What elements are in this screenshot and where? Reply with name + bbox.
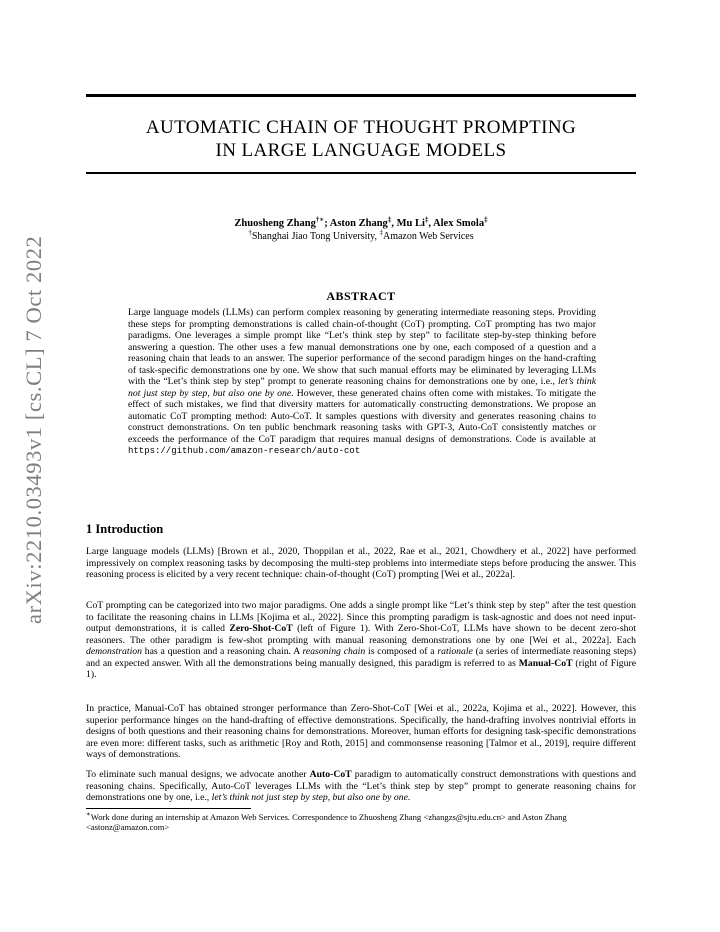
footnote-rule bbox=[86, 808, 251, 809]
paragraph-text: is composed of a bbox=[365, 646, 438, 657]
author-marks: ‡ bbox=[484, 215, 488, 224]
title-bottom-rule bbox=[86, 172, 636, 174]
italic-phrase: let’s think not just step by step, but also one by one bbox=[211, 792, 408, 803]
term-auto-cot: Auto-CoT bbox=[309, 769, 352, 780]
paper-title-line-2: IN LARGE LANGUAGE MODELS bbox=[215, 140, 507, 161]
author-list bbox=[86, 215, 636, 229]
term-manual-cot: Manual-CoT bbox=[518, 657, 573, 669]
footnote bbox=[86, 812, 636, 832]
paragraph-text: CoT prompting can be categorized into two major paradigms. One adds a single prompt like “Let’s think step by step” after the test question to facilitate the reasoning chains in LLMs [Kojima et al., 2022]. Since this prompting paradigm is task-agnostic and does not need input-output demonstrations, it is called bbox=[86, 600, 636, 634]
affiliation-mark: † bbox=[248, 228, 252, 237]
paragraph-text: has a question and a reasoning chain. A bbox=[141, 646, 303, 657]
paragraph-text: . bbox=[407, 792, 411, 803]
abstract-text: Large language models (LLMs) can perform complex reasoning by generating intermediate reasoning steps. Providing these steps for prompting demonstrations is called chain-of-thought (CoT) prompting. CoT prompting has two major paradigms. One leverages a simple prompt like “Let’s think step by step” to facilitate step-by-step thinking before answering a question. The other uses a few manual demonstrations one by one, each composed of a question and a reasoning chain that leads to an answer. The superior performance of the second paradigm hinges on the hand-crafting of task-specific demonstrations one by one. We show that such manual efforts may be eliminated by leveraging LLMs with the “Let’s think step by step” prompt to generate reasoning chains for demonstrations one by one, i.e., bbox=[128, 307, 596, 387]
affiliations bbox=[86, 228, 636, 242]
author-separator: ; bbox=[324, 218, 330, 229]
paragraph-text: (right of Figure 1). bbox=[86, 657, 636, 680]
paragraph: Large language models (LLMs) [Brown et al., 2020, Thoppilan et al., 2022, Rae et al., 2021, Chowdhery et al., 2022] have performed impressively on complex reasoning tasks by decomposing the multi-step problems into intermediate steps before producing the answer. This reasoning process is elicited by a very recent technique: chain-of-thought (CoT) prompting [Wei et al., 2022a]. bbox=[86, 546, 636, 580]
abstract-body bbox=[128, 307, 596, 458]
author-marks: ‡ bbox=[424, 215, 429, 224]
affiliation: Shanghai Jiao Tong University, bbox=[251, 231, 380, 242]
paragraph: In practice, Manual-CoT has obtained stronger performance than Zero-Shot-CoT [Wei et al., 2022a, Kojima et al., 2022]. However, this superior performance hinges on the hand-drafting of effective demonstrations. Specifically, the hand-drafting involves nontrivial efforts in designs of both questions and their reasoning chains for demonstrations. Moreover, human efforts for designing task-specific demonstrations are even more: different tasks, such as arithmetic [Roy and Roth, 2015] and commonsense reasoning [Talmor et al., 2019], require different ways of demonstrations. bbox=[86, 703, 636, 760]
paper-title-line-1: AUTOMATIC CHAIN OF THOUGHT PROMPTING bbox=[145, 117, 577, 138]
author-marks: †∗ bbox=[315, 215, 325, 224]
term-reasoning-chain: reasoning chain bbox=[302, 646, 366, 657]
section-heading-introduction: 1 Introduction bbox=[86, 522, 164, 536]
paragraph-text: To eliminate such manual designs, we advocate another bbox=[86, 769, 310, 780]
arxiv-identifier: arXiv:2210.03493v1 [cs.CL] 7 Oct 2022 bbox=[21, 235, 46, 624]
paragraph bbox=[86, 600, 636, 681]
term-demonstration: demonstration bbox=[86, 646, 142, 657]
author-name: Mu Li bbox=[396, 218, 425, 229]
author-name: Zhuosheng Zhang bbox=[234, 218, 316, 229]
paragraph-text: (a series of intermediate reasoning steps) and an expected answer. With all the demonstrations being manually designed, this paradigm is referred to as bbox=[86, 646, 636, 669]
title-top-rule bbox=[86, 94, 636, 97]
footnote-text: Work done during an internship at Amazon Web Services. Correspondence to Zhuosheng Zhang <zhangzs@sjtu.edu.cn> and Aston Zhang <astonz@amazon.com> bbox=[86, 812, 567, 833]
term-zero-shot-cot: Zero-Shot-CoT bbox=[229, 623, 293, 634]
footnote-mark: ∗ bbox=[86, 810, 91, 819]
abstract-text: . However, these generated chains often come with mistakes. To mitigate the effect of such mistakes, we find that diversity matters for automatically constructing demonstrations. We propose an automatic CoT prompting method: Auto-CoT. It samples questions with diversity and generates reasoning chains to construct demonstrations. On ten public benchmark reasoning tasks with GPT-3, Auto-CoT consistently matches or exceeds the performance of the CoT paradigm that requires manual designs of demonstrations. Code is available at bbox=[128, 387, 596, 445]
paragraph-text: paradigm to automatically construct demonstrations with questions and reasoning chains. Specifically, Auto-CoT leverages LLMs with the “Let’s think step by step” prompt to generate reasoning chains for demonstrations one by one, i.e., bbox=[86, 769, 636, 803]
paragraph bbox=[86, 769, 636, 804]
author-separator: , bbox=[391, 218, 397, 229]
abstract-heading: ABSTRACT bbox=[326, 289, 396, 303]
author-name: Aston Zhang bbox=[329, 218, 388, 229]
affiliation: Amazon Web Services bbox=[382, 231, 474, 242]
code-url-link[interactable]: https://github.com/amazon-research/auto-cot bbox=[128, 446, 361, 456]
author-name: Alex Smola bbox=[433, 218, 485, 229]
author-separator: , bbox=[428, 218, 434, 229]
affiliation-mark: ‡ bbox=[379, 228, 383, 237]
author-marks: ‡ bbox=[387, 215, 392, 224]
term-rationale: rationale bbox=[437, 646, 473, 657]
paragraph-text: (left of Figure 1). With Zero-Shot-CoT, LLMs have shown to be decent zero-shot reasoners. The other paradigm is few-shot prompting with manual reasoning demonstrations one by one [Wei et al., 2022a]. Each bbox=[86, 623, 636, 646]
abstract-italic: let’s think not just step by step, but also one by one bbox=[128, 376, 596, 399]
